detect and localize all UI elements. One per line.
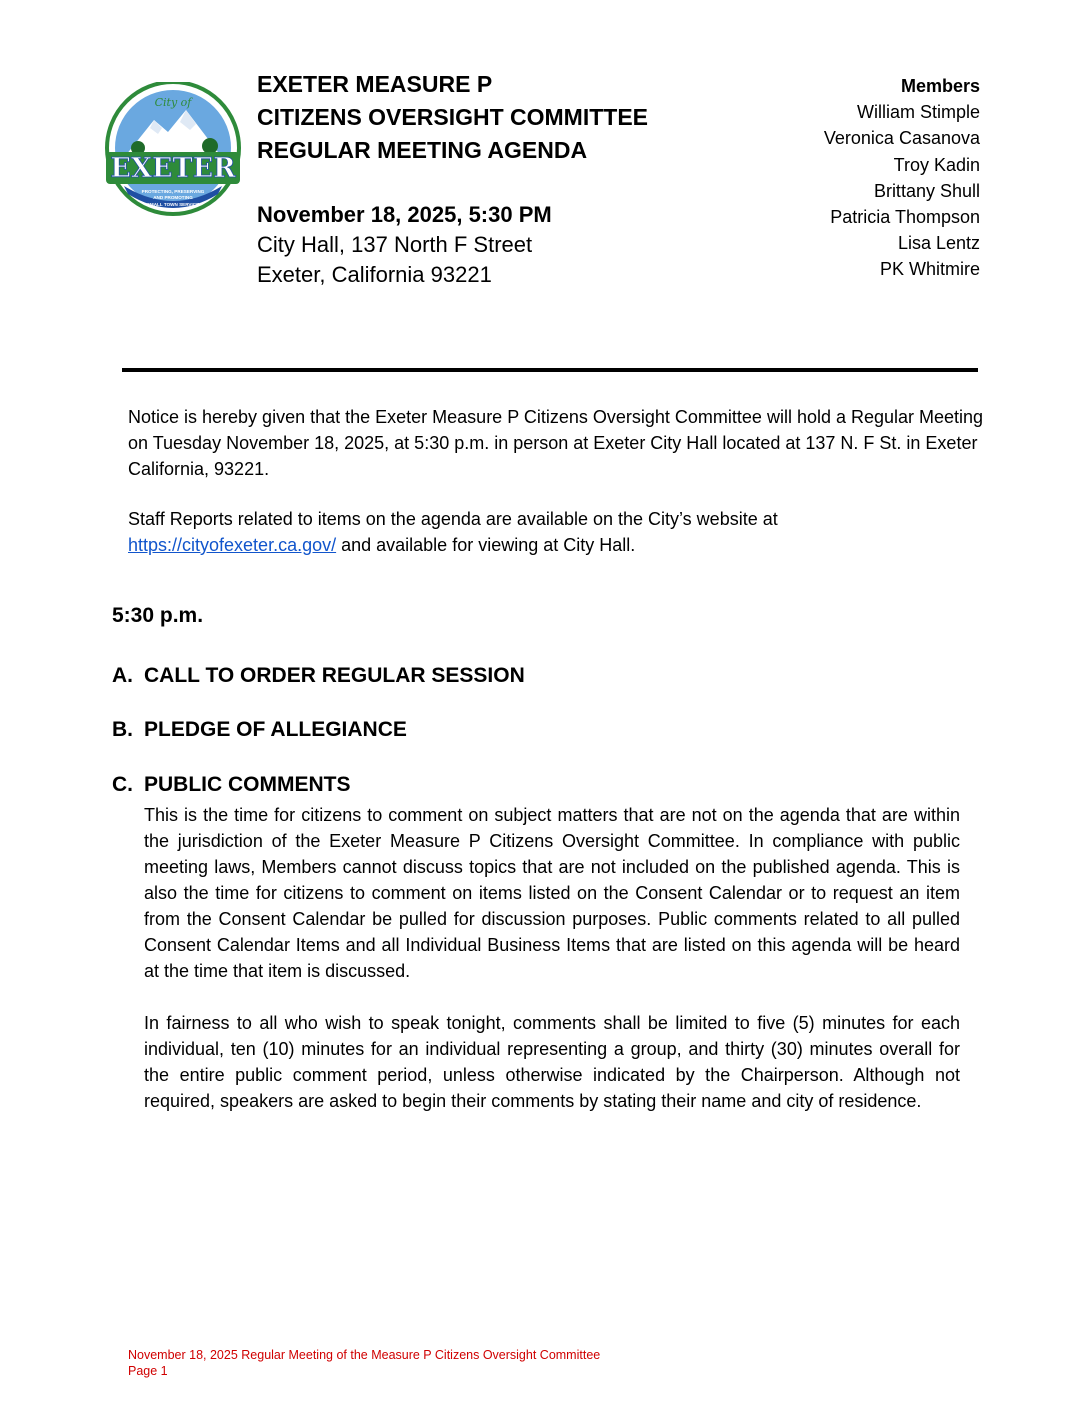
footer-meeting-line: November 18, 2025 Regular Meeting of the Measure P Citizens Oversight Committee xyxy=(128,1348,601,1362)
section-call-to-order xyxy=(112,664,525,688)
page-footer xyxy=(128,1347,600,1379)
member-name: Troy Kadin xyxy=(893,154,980,175)
notice-paragraph-1: Notice is hereby given that the Exeter Measure P Citizens Oversight Committee will hold a Regular Meeting on Tuesday November 18, 2025, at 5:30 p.m. in person at Exeter City Hall located at 137 N. F St. in Exeter California, 93221. xyxy=(128,407,984,479)
member-name: Patricia Thompson xyxy=(830,207,980,228)
header-divider xyxy=(122,368,978,372)
footer-page-number: Page 1 xyxy=(128,1364,168,1378)
notice-viewing-text: and available for viewing at City Hall. xyxy=(336,535,636,555)
member-name: Veronica Casanova xyxy=(823,128,980,149)
seal-city-of-text: City of xyxy=(154,96,192,109)
section-public-comments xyxy=(112,773,351,797)
member-name: Brittany Shull xyxy=(873,180,980,201)
public-comments-paragraph-1 xyxy=(144,802,960,984)
city-seal-logo xyxy=(102,82,244,218)
meeting-notice xyxy=(128,404,988,558)
member-name: Lisa Lentz xyxy=(897,233,980,254)
seal-motto-1: PROTECTING, PRESERVING xyxy=(141,189,205,194)
notice-staff-reports-text: Staff Reports related to items on the agenda are available on the City’s website at xyxy=(128,509,778,529)
seal-exeter-text: EXETER xyxy=(110,153,236,184)
notice-paragraph-2 xyxy=(128,506,988,558)
agenda-title xyxy=(257,68,648,167)
title-line-3: REGULAR MEETING AGENDA xyxy=(257,137,588,163)
public-comments-text-2: In fairness to all who wish to speak tonight, comments shall be limited to five (5) minutes for each individual, ten (10) minutes for an individual representing a group, and thirty (30) minutes overall for the entire public comment period, unless otherwise indicated by the Chairperson. Although not required, speakers are asked to begin their comments by stating their name and city of residence. xyxy=(144,1013,960,1111)
meeting-date-time: November 18, 2025, 5:30 PM xyxy=(257,202,552,227)
section-letter: C. xyxy=(112,773,133,796)
section-letter: B. xyxy=(112,718,133,741)
title-line-1: EXETER MEASURE P xyxy=(257,71,493,97)
meeting-address-line-2: Exeter, California 93221 xyxy=(257,262,492,287)
public-comments-text-1: This is the time for citizens to comment on subject matters that are not on the agenda that are within the jurisdiction of the Exeter Measure P Citizens Oversight Committee. In compliance with public meeting laws, Members cannot discuss topics that are not included on the published agenda. This is also the time for citizens to comment on items listed on the Consent Calendar or to request an item from the Consent Calendar be pulled for discussion purposes. Public comments related to all pulled Consent Calendar Items and all Individual Business Items that are listed on this agenda will be heard at the time that item is discussed. xyxy=(144,805,960,981)
seal-motto-3: SMALL TOWN SERVICE xyxy=(146,202,200,207)
meeting-info xyxy=(257,200,552,290)
section-title: CALL TO ORDER REGULAR SESSION xyxy=(144,664,525,687)
member-name: PK Whitmire xyxy=(879,259,980,280)
session-time-heading: 5:30 p.m. xyxy=(112,604,204,627)
meeting-address-line-1: City Hall, 137 North F Street xyxy=(257,232,533,257)
member-name: William Stimple xyxy=(856,102,980,123)
public-comments-paragraph-2 xyxy=(144,1010,960,1114)
seal-motto-2: AND PROMOTING xyxy=(153,195,193,200)
members-heading: Members xyxy=(900,76,980,96)
section-letter: A. xyxy=(112,664,133,687)
section-title: PLEDGE OF ALLEGIANCE xyxy=(144,718,407,741)
members-list xyxy=(824,73,980,283)
title-line-2: CITIZENS OVERSIGHT COMMITTEE xyxy=(257,104,649,130)
city-website-link[interactable]: https://cityofexeter.ca.gov/ xyxy=(128,535,337,555)
section-pledge xyxy=(112,718,407,742)
section-title: PUBLIC COMMENTS xyxy=(144,773,351,796)
